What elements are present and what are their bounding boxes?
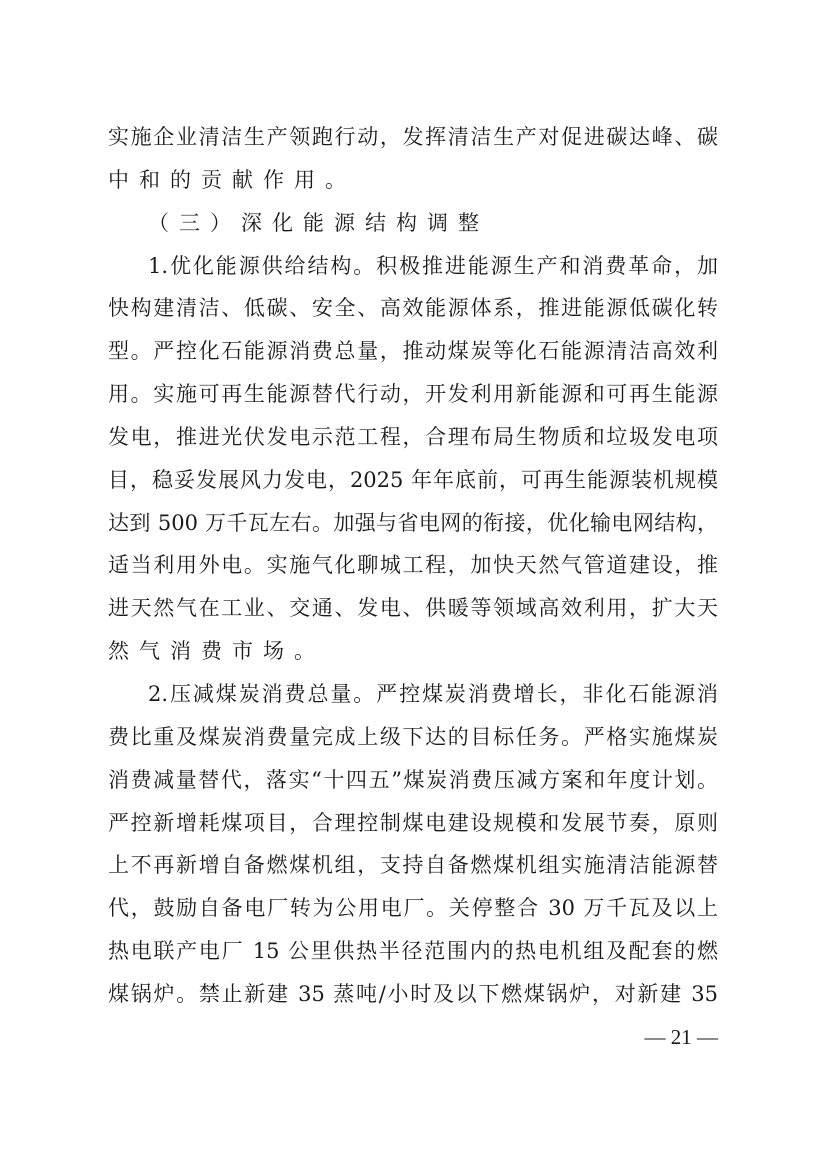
text-line: 消费减量替代，落实“十四五”煤炭消费压减方案和年度计划。 [108,767,718,792]
text-line: 1.优化能源供给结构。积极推进能源生产和消费革命，加 [148,253,718,278]
text-line: 上不再新增自备燃煤机组，支持自备燃煤机组实施清洁能源替 [108,853,718,878]
text-line: 目，稳妥发展风力发电，2025 年年底前，可再生能源装机规模 [108,467,718,492]
text-line: 型。严控化石能源消费总量，推动煤炭等化石能源清洁高效利 [108,339,718,364]
text-line: 热电联产电厂 15 公里供热半径范围内的热电机组及配套的燃 [108,939,718,964]
text-line: 费比重及煤炭消费量完成上级下达的目标任务。严格实施煤炭 [108,724,718,749]
text-line: 实施企业清洁生产领跑行动，发挥清洁生产对促进碳达峰、碳 [108,125,718,149]
text-line: 进天然气在工业、交通、发电、供暖等领域高效利用，扩大天 [108,596,718,621]
text-line: 然气消费市场。 [108,639,325,664]
text-line: 中和的贡献作用。 [108,167,356,192]
text-line: 2.压减煤炭消费总量。严控煤炭消费增长，非化石能源消 [148,681,718,706]
text-line: 发电，推进光伏发电示范工程，合理布局生物质和垃圾发电项 [108,424,718,449]
text-line: 用。实施可再生能源替代行动，开发利用新能源和可再生能源 [108,382,718,407]
text-line: 达到 500 万千瓦左右。加强与省电网的衔接，优化输电网结构， [108,510,718,535]
text-line: 严控新增耗煤项目，合理控制煤电建设规模和发展节奏，原则 [108,810,718,835]
text-line: 适当利用外电。实施气化聊城工程，加快天然气管道建设，推 [108,553,718,578]
page-number: — 21 — [644,1025,718,1049]
text-line: 代，鼓励自备电厂转为公用电厂。关停整合 30 万千瓦及以上 [108,896,718,921]
text-line: 快构建清洁、低碳、安全、高效能源体系，推进能源低碳化转 [108,296,718,321]
document-body [108,116,718,1016]
text-line: （三）深化能源结构调整 [148,210,489,235]
text-line: 煤锅炉。禁止新建 35 蒸吨/小时及以下燃煤锅炉，对新建 35 [108,981,718,1006]
